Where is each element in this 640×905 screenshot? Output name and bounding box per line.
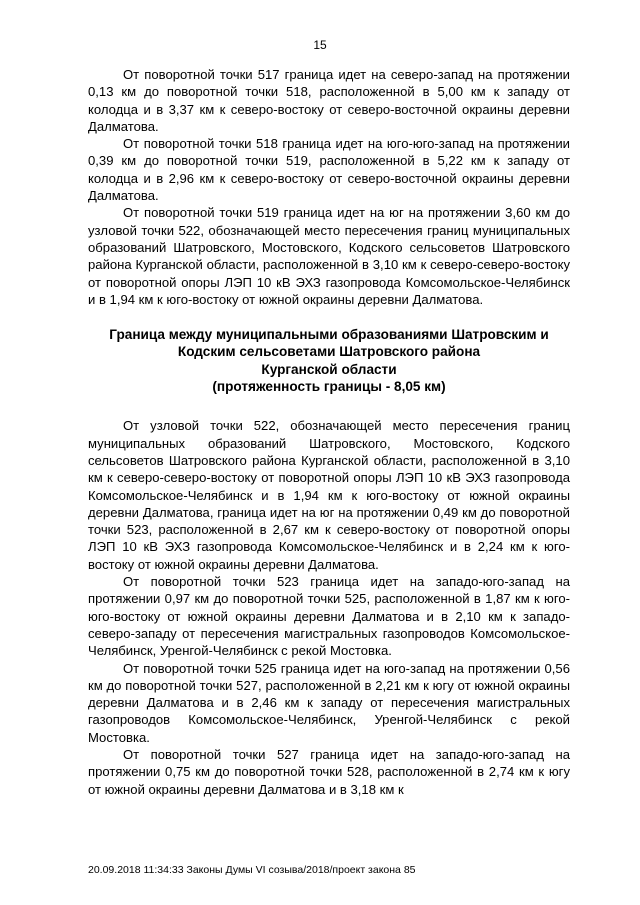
paragraph: От поворотной точки 518 граница идет на юго-юго-запад на протяжении 0,39 км до поворотной точки 519, расположенной в 5,22 км к западу от колодца и в 2,96 км к северо-востоку от северо-восточной окраины деревни Далматова. <box>88 136 570 204</box>
page-footer: 20.09.2018 11:34:33 Законы Думы VI созыва/2018/проект закона 85 <box>88 864 416 876</box>
paragraph: От узловой точки 522, обозначающей место пересечения границ муниципальных образований Шатровского, Мостовского, Кодского сельсоветов Шатровского района Курганской области, расположенной в 3,10 км к северо-северо-востоку от поворотной опоры ЛЭП 10 кВ ЭХЗ газопровода Комсомольское-Челябинск и в 1,94 км к юго-востоку от южной окраины деревни Далматова, граница идет на юг на протяжении 0,49 км до поворотной точки 523, расположенной в 2,67 км к северо-востоку от поворотной опоры ЛЭП 10 кВ ЭХЗ газопровода Комсомольское-Челябинск и в 2,24 км к юго-востоку от южной окраины деревни Далматова. <box>88 418 570 572</box>
heading-line: Граница между муниципальными образованиями Шатровским и <box>109 327 549 343</box>
heading-line: (протяженность границы - 8,05 км) <box>212 379 446 395</box>
heading-line: Кодским сельсоветами Шатровского района <box>177 344 481 360</box>
paragraph: От поворотной точки 523 граница идет на западо-юго-запад на протяжении 0,97 км до поворотной точки 525, расположенной в 1,87 км к юго-юго-востоку от южной окраины деревни Далматова и в 2,10 км к западо-северо-западу от пересечения магистральных газопроводов Комсомольское-Челябинск, Уренгой-Челябинск с рекой Мостовка. <box>88 574 570 659</box>
heading-line: Курганской области <box>261 361 397 377</box>
document-body <box>88 66 570 798</box>
section-heading <box>88 326 570 395</box>
paragraph: От поворотной точки 517 граница идет на северо-запад на протяжении 0,13 км до поворотной точки 518, расположенной в 5,00 км к западу от колодца и в 3,37 км к северо-востоку от северо-восточной окраины деревни Далматова. <box>88 67 570 134</box>
paragraph: От поворотной точки 525 граница идет на юго-запад на протяжении 0,56 км до поворотной точки 527, расположенной в 2,21 км к югу от южной окраины деревни Далматова и в 2,46 км к западу от пересечения магистральных газопроводов Комсомольское-Челябинск, Уренгой-Челябинск с рекой Мостовка. <box>88 660 570 745</box>
paragraph: От поворотной точки 527 граница идет на западо-юго-запад на протяжении 0,75 км до поворотной точки 528, расположенной в 2,74 км к югу от южной окраины деревни Далматова и в 3,18 км к <box>88 746 570 797</box>
paragraph: От поворотной точки 519 граница идет на юг на протяжении 3,60 км до узловой точки 522, обозначающей место пересечения границ муниципальных образований Шатровского, Мостовского, Кодского сельсоветов Шатровского района Курганской области, расположенной в 3,10 км к северо-северо-востоку от поворотной опоры ЛЭП 10 кВ ЭХЗ газопровода Комсомольское-Челябинск и в 1,94 км к юго-востоку от южной окраины деревни Далматова. <box>88 205 570 307</box>
page-number: 15 <box>313 38 327 52</box>
